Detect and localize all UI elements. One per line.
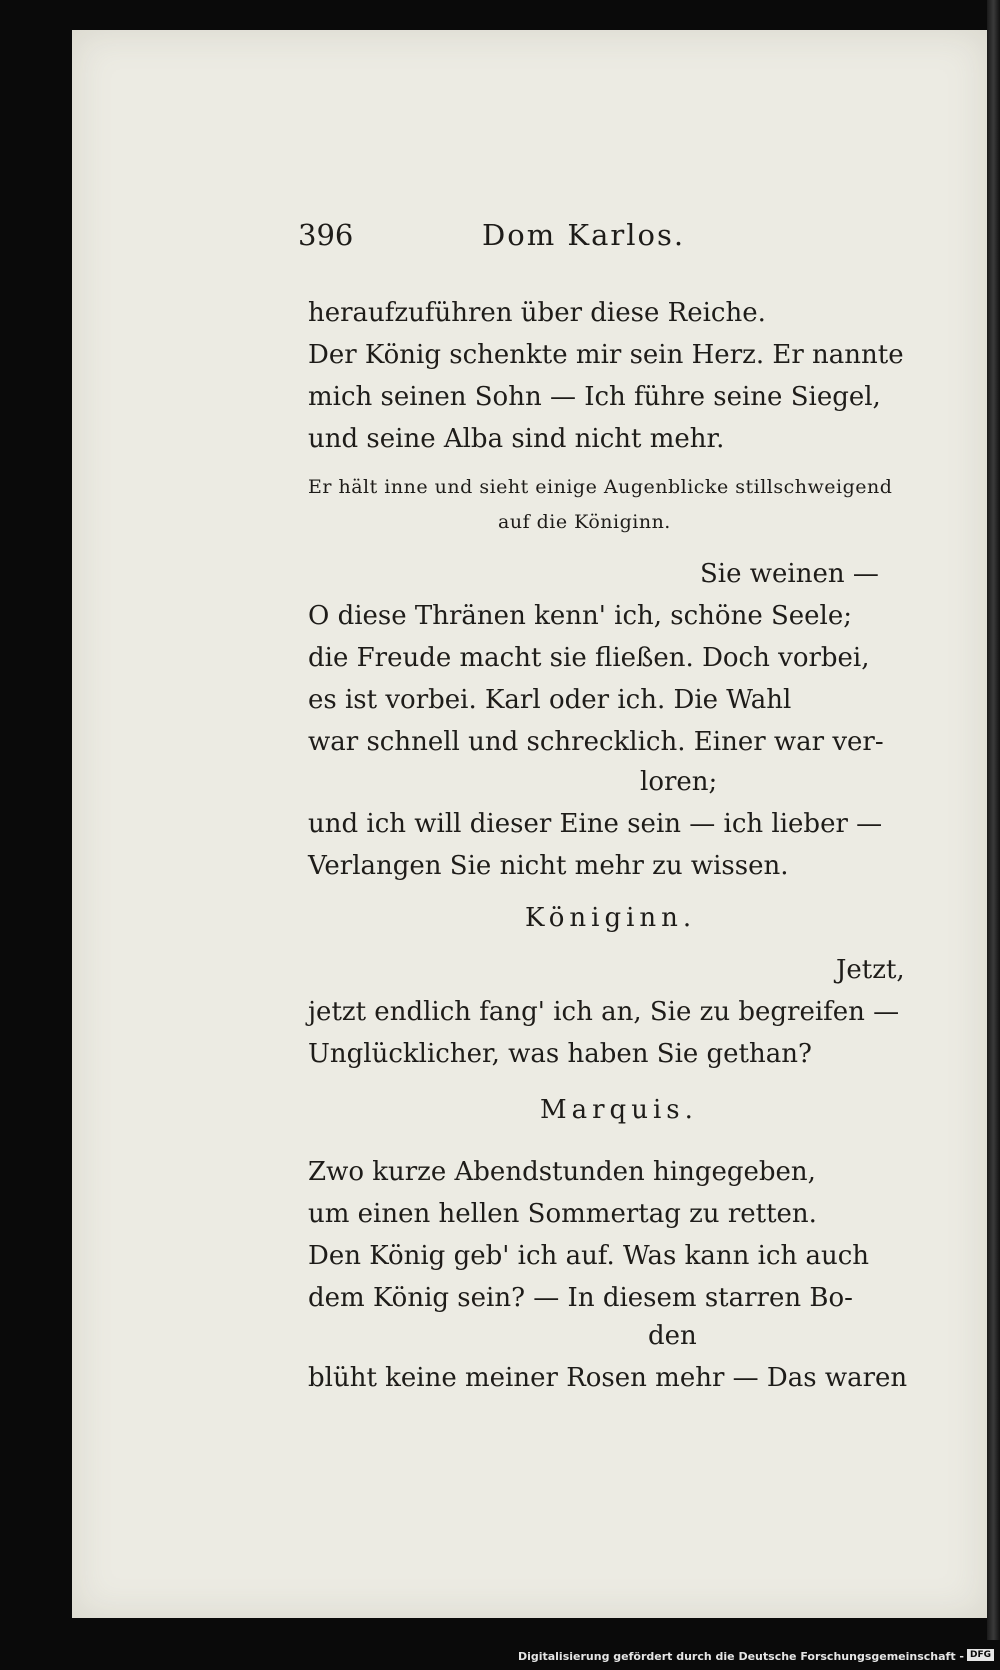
text-line: loren;	[640, 767, 718, 797]
text-line: Der König schenkte mir sein Herz. Er nannte	[308, 340, 904, 370]
text-line: Sie weinen —	[700, 559, 879, 589]
text-line: um einen hellen Sommertag zu retten.	[308, 1199, 817, 1229]
text-line: Verlangen Sie nicht mehr zu wissen.	[308, 851, 789, 881]
text-line: und ich will dieser Eine sein — ich lieber —	[308, 809, 883, 839]
stage-direction: auf die Königinn.	[498, 511, 671, 533]
running-title: Dom Karlos.	[482, 218, 686, 252]
text-line: war schnell und schrecklich. Einer war ver-	[308, 727, 884, 757]
text-line: den	[648, 1321, 697, 1351]
page-edge	[987, 0, 1000, 1640]
text-line: dem König sein? — In diesem starren Bo-	[308, 1283, 853, 1313]
text-line: Zwo kurze Abendstunden hingegeben,	[308, 1157, 816, 1187]
text-line: jetzt endlich fang' ich an, Sie zu begreifen —	[308, 997, 900, 1027]
speaker-name: Marquis.	[540, 1095, 698, 1125]
text-line: mich seinen Sohn — Ich führe seine Siegel,	[308, 382, 881, 412]
text-line: die Freude macht sie fließen. Doch vorbei,	[308, 643, 870, 673]
footer-credit: Digitalisierung gefördert durch die Deutsche Forschungsgemeinschaft -	[517, 1650, 964, 1663]
text-line: Unglücklicher, was haben Sie gethan?	[308, 1039, 812, 1069]
text-line: heraufzuführen über diese Reiche.	[308, 298, 766, 328]
text-line: Den König geb' ich auf. Was kann ich auch	[308, 1241, 870, 1271]
page-number: 396	[298, 218, 354, 252]
footer-bar	[0, 1646, 1000, 1670]
speaker-name: Königinn.	[525, 903, 697, 933]
text-line: und seine Alba sind nicht mehr.	[308, 424, 725, 454]
text-line: blüht keine meiner Rosen mehr — Das waren	[308, 1363, 908, 1393]
stage-direction: Er hält inne und sieht einige Augenblicke stillschweigend	[308, 476, 893, 498]
text-line: O diese Thränen kenn' ich, schöne Seele;	[308, 601, 853, 631]
text-line: Jetzt,	[836, 955, 905, 985]
dfg-logo: DFG	[967, 1649, 994, 1661]
text-line: es ist vorbei. Karl oder ich. Die Wahl	[308, 685, 792, 715]
